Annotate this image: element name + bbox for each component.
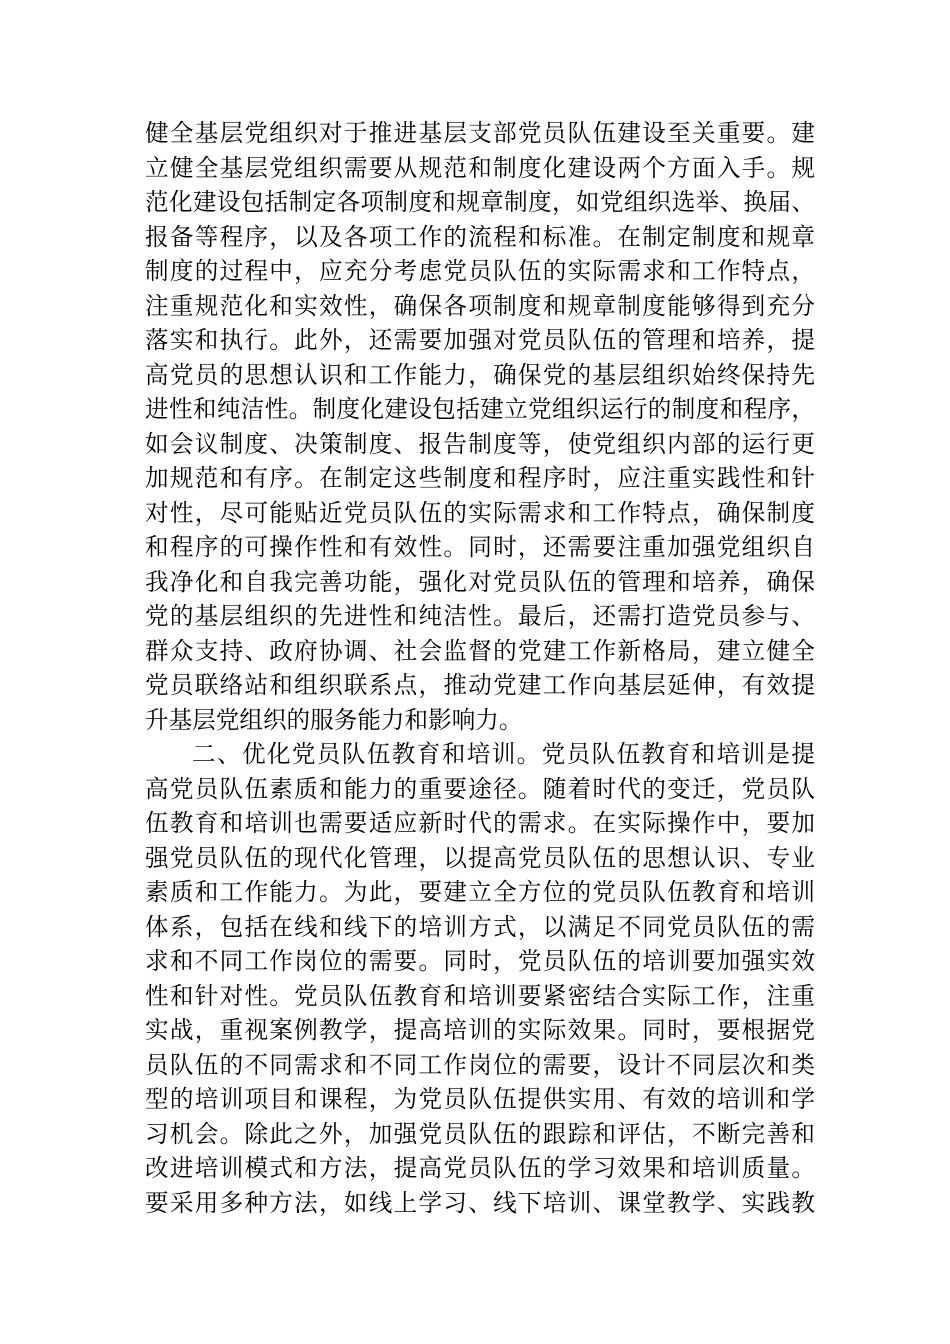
text-line: 伍教育和培训也需要适应新时代的需求。在实际操作中，要加 (145, 809, 815, 837)
text-line: 性和针对性。党员队伍教育和培训要紧密结合实际工作，注重 (145, 981, 815, 1010)
text-line: 升基层党组织的服务能力和影响力。 (145, 705, 523, 734)
text-line: 二、优化党员队伍教育和培训。党员队伍教育和培训是提 (192, 740, 815, 768)
text-line: 制度的过程中，应充分考虑党员队伍的实际需求和工作特点， (145, 257, 815, 285)
text-line: 加规范和有序。在制定这些制度和程序时，应注重实践性和针 (145, 464, 815, 492)
text-line: 高党员队伍素质和能力的重要途径。随着时代的变迁，党员队 (145, 774, 815, 803)
text-line: 要采用多种方法，如线上学习、线下培训、课堂教学、实践教 (145, 1188, 815, 1217)
text-line: 习机会。除此之外，加强党员队伍的跟踪和评估，不断完善和 (145, 1119, 815, 1148)
body-text (145, 116, 815, 1220)
text-line: 素质和工作能力。为此，要建立全方位的党员队伍教育和培训 (145, 878, 815, 906)
text-line: 体系，包括在线和线下的培训方式，以满足不同党员队伍的需 (145, 912, 815, 941)
text-line: 实战，重视案例教学，提高培训的实际效果。同时，要根据党 (145, 1016, 815, 1044)
text-line: 高党员的思想认识和工作能力，确保党的基层组织始终保持先 (145, 360, 815, 389)
text-line: 落实和执行。此外，还需要加强对党员队伍的管理和培养，提 (145, 326, 815, 354)
text-line: 求和不同工作岗位的需要。同时，党员队伍的培训要加强实效 (145, 947, 815, 975)
text-line: 立健全基层党组织需要从规范和制度化建设两个方面入手。规 (145, 153, 815, 182)
text-line: 党员联络站和组织联系点，推动党建工作向基层延伸，有效提 (145, 671, 815, 699)
text-line: 强党员队伍的现代化管理，以提高党员队伍的思想认识、专业 (145, 843, 815, 872)
text-line: 型的培训项目和课程，为党员队伍提供实用、有效的培训和学 (145, 1085, 815, 1113)
text-line: 对性，尽可能贴近党员队伍的实际需求和工作特点，确保制度 (145, 498, 815, 527)
text-line: 党的基层组织的先进性和纯洁性。最后，还需打造党员参与、 (145, 602, 815, 630)
text-line: 我净化和自我完善功能，强化对党员队伍的管理和培养，确保 (145, 567, 815, 596)
text-line: 改进培训模式和方法，提高党员队伍的学习效果和培训质量。 (145, 1154, 815, 1182)
text-line: 范化建设包括制定各项制度和规章制度，如党组织选举、换届、 (145, 188, 815, 216)
text-line: 群众支持、政府协调、社会监督的党建工作新格局，建立健全 (145, 636, 815, 665)
text-line: 健全基层党组织对于推进基层支部党员队伍建设至关重要。建 (145, 119, 815, 147)
text-line: 报备等程序，以及各项工作的流程和标准。在制定制度和规章 (145, 222, 815, 251)
text-line: 员队伍的不同需求和不同工作岗位的需要，设计不同层次和类 (145, 1050, 815, 1079)
text-line: 注重规范化和实效性，确保各项制度和规章制度能够得到充分 (145, 291, 815, 320)
text-line: 和程序的可操作性和有效性。同时，还需要注重加强党组织自 (145, 533, 815, 561)
text-line: 进性和纯洁性。制度化建设包括建立党组织运行的制度和程序， (145, 395, 815, 423)
text-line: 如会议制度、决策制度、报告制度等，使党组织内部的运行更 (145, 429, 815, 458)
